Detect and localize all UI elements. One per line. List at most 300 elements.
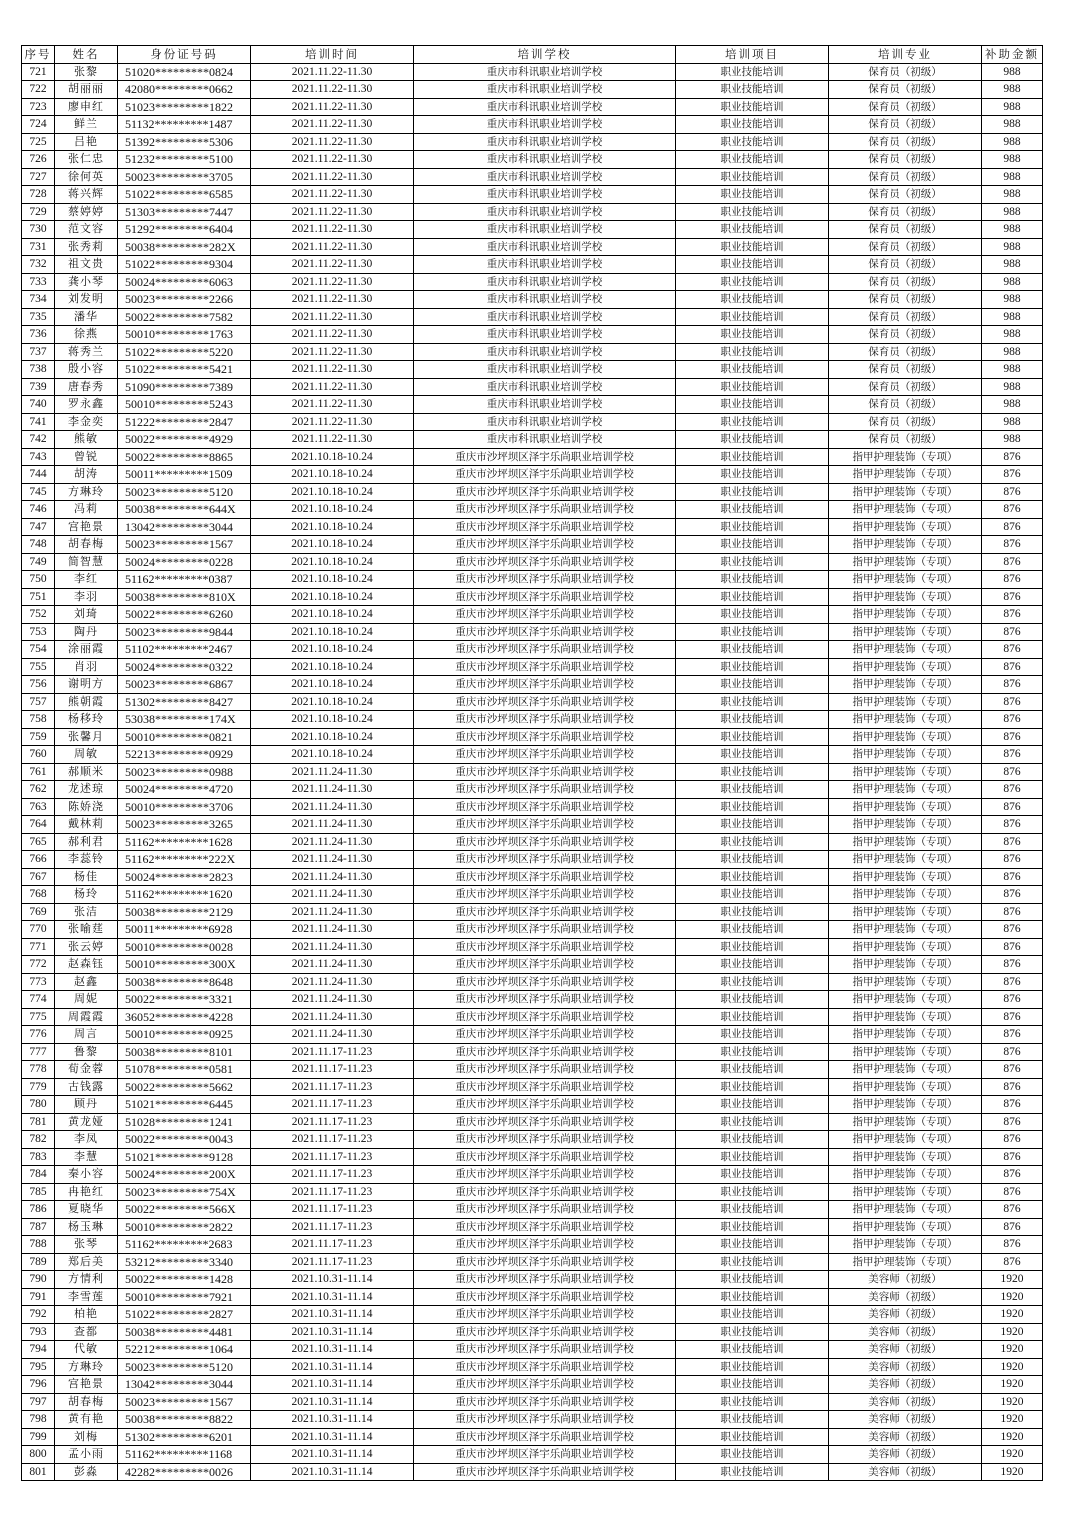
cell-name: 简智慧 <box>55 553 118 571</box>
cell-training-school: 重庆市沙坪坝区泽宇乐尚职业培训学校 <box>414 1411 676 1429</box>
cell-index: 785 <box>22 1183 55 1201</box>
cell-training-period: 2021.10.31-11.14 <box>251 1428 414 1446</box>
cell-training-period: 2021.11.17-11.23 <box>251 1218 414 1236</box>
cell-id-number: 52213*********0929 <box>118 746 251 764</box>
table-row <box>22 1043 1043 1061</box>
cell-subsidy-amount: 988 <box>982 343 1043 361</box>
header-subsidy-amount: 补助金额 <box>982 46 1043 64</box>
cell-subsidy-amount: 988 <box>982 413 1043 431</box>
cell-training-project: 职业技能培训 <box>676 553 829 571</box>
cell-training-major: 保育员（初级） <box>829 238 982 256</box>
cell-training-school: 重庆市沙坪坝区泽宇乐尚职业培训学校 <box>414 448 676 466</box>
cell-training-project: 职业技能培训 <box>676 396 829 414</box>
cell-training-period: 2021.11.22-11.30 <box>251 431 414 449</box>
cell-training-major: 指甲护理装饰（专项） <box>829 868 982 886</box>
cell-id-number: 50010*********300X <box>118 956 251 974</box>
cell-training-project: 职业技能培训 <box>676 641 829 659</box>
cell-training-major: 保育员（初级） <box>829 98 982 116</box>
cell-training-major: 指甲护理装饰（专项） <box>829 833 982 851</box>
cell-subsidy-amount: 988 <box>982 203 1043 221</box>
cell-training-major: 指甲护理装饰（专项） <box>829 1113 982 1131</box>
cell-training-school: 重庆市科讯职业培训学校 <box>414 431 676 449</box>
table-row <box>22 1218 1043 1236</box>
cell-subsidy-amount: 876 <box>982 746 1043 764</box>
cell-index: 726 <box>22 151 55 169</box>
cell-name: 顾丹 <box>55 1096 118 1114</box>
table-row <box>22 466 1043 484</box>
cell-subsidy-amount: 1920 <box>982 1341 1043 1359</box>
table-row <box>22 676 1043 694</box>
cell-training-major: 指甲护理装饰（专项） <box>829 623 982 641</box>
cell-subsidy-amount: 876 <box>982 518 1043 536</box>
cell-id-number: 50024*********2823 <box>118 868 251 886</box>
cell-index: 800 <box>22 1446 55 1464</box>
cell-subsidy-amount: 876 <box>982 623 1043 641</box>
cell-subsidy-amount: 876 <box>982 903 1043 921</box>
cell-id-number: 50022*********1428 <box>118 1271 251 1289</box>
cell-id-number: 50038*********8822 <box>118 1411 251 1429</box>
table-row <box>22 833 1043 851</box>
cell-training-project: 职业技能培训 <box>676 168 829 186</box>
cell-subsidy-amount: 876 <box>982 641 1043 659</box>
cell-name: 李红 <box>55 571 118 589</box>
header-index: 序号 <box>22 46 55 64</box>
cell-index: 776 <box>22 1026 55 1044</box>
cell-training-period: 2021.11.22-11.30 <box>251 168 414 186</box>
cell-id-number: 50022*********6260 <box>118 606 251 624</box>
cell-training-project: 职业技能培训 <box>676 63 829 81</box>
cell-index: 771 <box>22 938 55 956</box>
table-row <box>22 711 1043 729</box>
cell-training-period: 2021.11.17-11.23 <box>251 1236 414 1254</box>
cell-subsidy-amount: 876 <box>982 1218 1043 1236</box>
cell-index: 783 <box>22 1148 55 1166</box>
cell-training-period: 2021.10.18-10.24 <box>251 711 414 729</box>
table-row <box>22 781 1043 799</box>
cell-index: 724 <box>22 116 55 134</box>
cell-training-project: 职业技能培训 <box>676 711 829 729</box>
cell-id-number: 52212*********1064 <box>118 1341 251 1359</box>
cell-index: 725 <box>22 133 55 151</box>
cell-subsidy-amount: 876 <box>982 1078 1043 1096</box>
cell-training-period: 2021.11.17-11.23 <box>251 1253 414 1271</box>
cell-subsidy-amount: 876 <box>982 483 1043 501</box>
cell-training-project: 职业技能培训 <box>676 1131 829 1149</box>
cell-training-project: 职业技能培训 <box>676 851 829 869</box>
cell-id-number: 51303*********7447 <box>118 203 251 221</box>
cell-training-period: 2021.11.24-11.30 <box>251 798 414 816</box>
cell-index: 745 <box>22 483 55 501</box>
cell-training-school: 重庆市科讯职业培训学校 <box>414 221 676 239</box>
cell-name: 潘华 <box>55 308 118 326</box>
cell-training-school: 重庆市沙坪坝区泽宇乐尚职业培训学校 <box>414 1253 676 1271</box>
cell-name: 龚小琴 <box>55 273 118 291</box>
cell-training-period: 2021.11.17-11.23 <box>251 1043 414 1061</box>
cell-index: 727 <box>22 168 55 186</box>
cell-subsidy-amount: 876 <box>982 676 1043 694</box>
cell-training-project: 职业技能培训 <box>676 81 829 99</box>
cell-name: 戴林莉 <box>55 816 118 834</box>
cell-name: 李凤 <box>55 1131 118 1149</box>
cell-subsidy-amount: 876 <box>982 938 1043 956</box>
cell-id-number: 51021*********6445 <box>118 1096 251 1114</box>
cell-index: 797 <box>22 1393 55 1411</box>
cell-training-project: 职业技能培训 <box>676 1043 829 1061</box>
cell-training-project: 职业技能培训 <box>676 606 829 624</box>
cell-name: 李羽 <box>55 588 118 606</box>
table-row <box>22 396 1043 414</box>
cell-index: 773 <box>22 973 55 991</box>
cell-training-school: 重庆市沙坪坝区泽宇乐尚职业培训学校 <box>414 1008 676 1026</box>
cell-training-school: 重庆市科讯职业培训学校 <box>414 308 676 326</box>
cell-id-number: 50024*********0322 <box>118 658 251 676</box>
cell-training-school: 重庆市科讯职业培训学校 <box>414 256 676 274</box>
subsidy-table <box>21 45 1043 1481</box>
cell-training-project: 职业技能培训 <box>676 291 829 309</box>
cell-subsidy-amount: 876 <box>982 466 1043 484</box>
table-row <box>22 886 1043 904</box>
cell-training-school: 重庆市科讯职业培训学校 <box>414 291 676 309</box>
table-row <box>22 1096 1043 1114</box>
cell-training-major: 指甲护理装饰（专项） <box>829 1061 982 1079</box>
table-row <box>22 1323 1043 1341</box>
header-id-number: 身份证号码 <box>118 46 251 64</box>
table-row <box>22 1008 1043 1026</box>
cell-name: 徐燕 <box>55 326 118 344</box>
cell-index: 798 <box>22 1411 55 1429</box>
cell-training-school: 重庆市沙坪坝区泽宇乐尚职业培训学校 <box>414 1271 676 1289</box>
cell-id-number: 50010*********1763 <box>118 326 251 344</box>
cell-training-school: 重庆市沙坪坝区泽宇乐尚职业培训学校 <box>414 1428 676 1446</box>
cell-name: 胡春梅 <box>55 536 118 554</box>
cell-index: 759 <box>22 728 55 746</box>
cell-training-major: 保育员（初级） <box>829 168 982 186</box>
cell-index: 754 <box>22 641 55 659</box>
cell-training-major: 指甲护理装饰（专项） <box>829 798 982 816</box>
cell-id-number: 53212*********3340 <box>118 1253 251 1271</box>
cell-id-number: 50038*********8101 <box>118 1043 251 1061</box>
cell-subsidy-amount: 988 <box>982 151 1043 169</box>
table-row <box>22 203 1043 221</box>
cell-training-school: 重庆市沙坪坝区泽宇乐尚职业培训学校 <box>414 1078 676 1096</box>
cell-training-period: 2021.10.31-11.14 <box>251 1323 414 1341</box>
cell-training-school: 重庆市沙坪坝区泽宇乐尚职业培训学校 <box>414 938 676 956</box>
cell-training-school: 重庆市科讯职业培训学校 <box>414 151 676 169</box>
cell-training-period: 2021.10.31-11.14 <box>251 1376 414 1394</box>
cell-training-period: 2021.11.22-11.30 <box>251 81 414 99</box>
cell-name: 郑后美 <box>55 1253 118 1271</box>
cell-training-project: 职业技能培训 <box>676 1008 829 1026</box>
cell-index: 738 <box>22 361 55 379</box>
table-row <box>22 658 1043 676</box>
table-row <box>22 991 1043 1009</box>
cell-training-school: 重庆市沙坪坝区泽宇乐尚职业培训学校 <box>414 868 676 886</box>
cell-training-major: 保育员（初级） <box>829 133 982 151</box>
table-row <box>22 1288 1043 1306</box>
cell-training-school: 重庆市沙坪坝区泽宇乐尚职业培训学校 <box>414 1358 676 1376</box>
cell-subsidy-amount: 1920 <box>982 1306 1043 1324</box>
table-row <box>22 186 1043 204</box>
cell-id-number: 50023*********0988 <box>118 763 251 781</box>
cell-id-number: 50023*********3705 <box>118 168 251 186</box>
cell-training-major: 保育员（初级） <box>829 326 982 344</box>
cell-name: 谢明方 <box>55 676 118 694</box>
cell-index: 739 <box>22 378 55 396</box>
cell-subsidy-amount: 876 <box>982 553 1043 571</box>
cell-training-period: 2021.11.17-11.23 <box>251 1183 414 1201</box>
cell-id-number: 51020*********0824 <box>118 63 251 81</box>
cell-training-major: 美容师（初级） <box>829 1341 982 1359</box>
cell-training-major: 保育员（初级） <box>829 378 982 396</box>
cell-id-number: 50011*********1509 <box>118 466 251 484</box>
cell-training-school: 重庆市科讯职业培训学校 <box>414 273 676 291</box>
cell-subsidy-amount: 876 <box>982 728 1043 746</box>
cell-training-school: 重庆市沙坪坝区泽宇乐尚职业培训学校 <box>414 1446 676 1464</box>
cell-training-project: 职业技能培训 <box>676 781 829 799</box>
cell-training-major: 指甲护理装饰（专项） <box>829 501 982 519</box>
cell-subsidy-amount: 876 <box>982 1096 1043 1114</box>
cell-training-project: 职业技能培训 <box>676 203 829 221</box>
cell-training-period: 2021.11.22-11.30 <box>251 98 414 116</box>
header-training-period: 培训时间 <box>251 46 414 64</box>
cell-training-school: 重庆市沙坪坝区泽宇乐尚职业培训学校 <box>414 781 676 799</box>
cell-id-number: 51023*********1822 <box>118 98 251 116</box>
cell-training-project: 职业技能培训 <box>676 658 829 676</box>
table-row <box>22 116 1043 134</box>
cell-id-number: 51090*********7389 <box>118 378 251 396</box>
cell-training-school: 重庆市科讯职业培训学校 <box>414 238 676 256</box>
table-row <box>22 1271 1043 1289</box>
cell-training-project: 职业技能培训 <box>676 571 829 589</box>
cell-training-major: 指甲护理装饰（专项） <box>829 1218 982 1236</box>
header-training-project: 培训项目 <box>676 46 829 64</box>
cell-training-period: 2021.11.22-11.30 <box>251 186 414 204</box>
cell-index: 750 <box>22 571 55 589</box>
cell-name: 黄有艳 <box>55 1411 118 1429</box>
cell-training-period: 2021.11.22-11.30 <box>251 378 414 396</box>
cell-training-project: 职业技能培训 <box>676 1411 829 1429</box>
cell-subsidy-amount: 876 <box>982 956 1043 974</box>
cell-training-major: 指甲护理装饰（专项） <box>829 1043 982 1061</box>
cell-index: 790 <box>22 1271 55 1289</box>
cell-training-project: 职业技能培训 <box>676 938 829 956</box>
cell-training-school: 重庆市科讯职业培训学校 <box>414 116 676 134</box>
cell-id-number: 50023*********2266 <box>118 291 251 309</box>
cell-subsidy-amount: 988 <box>982 308 1043 326</box>
cell-training-school: 重庆市沙坪坝区泽宇乐尚职业培训学校 <box>414 676 676 694</box>
cell-training-period: 2021.11.22-11.30 <box>251 361 414 379</box>
cell-training-major: 保育员（初级） <box>829 151 982 169</box>
cell-training-school: 重庆市沙坪坝区泽宇乐尚职业培训学校 <box>414 1341 676 1359</box>
cell-name: 孟小雨 <box>55 1446 118 1464</box>
cell-subsidy-amount: 988 <box>982 378 1043 396</box>
cell-name: 祖文贵 <box>55 256 118 274</box>
cell-id-number: 13042*********3044 <box>118 1376 251 1394</box>
cell-training-school: 重庆市科讯职业培训学校 <box>414 186 676 204</box>
cell-training-major: 指甲护理装饰（专项） <box>829 588 982 606</box>
cell-id-number: 51022*********5220 <box>118 343 251 361</box>
cell-name: 冉艳红 <box>55 1183 118 1201</box>
cell-id-number: 51078*********0581 <box>118 1061 251 1079</box>
cell-training-school: 重庆市沙坪坝区泽宇乐尚职业培训学校 <box>414 693 676 711</box>
cell-training-school: 重庆市沙坪坝区泽宇乐尚职业培训学校 <box>414 606 676 624</box>
cell-name: 方琳玲 <box>55 1358 118 1376</box>
cell-training-period: 2021.11.24-11.30 <box>251 1008 414 1026</box>
cell-training-period: 2021.10.18-10.24 <box>251 676 414 694</box>
cell-training-school: 重庆市沙坪坝区泽宇乐尚职业培训学校 <box>414 903 676 921</box>
cell-subsidy-amount: 876 <box>982 886 1043 904</box>
cell-index: 761 <box>22 763 55 781</box>
table-row <box>22 728 1043 746</box>
cell-index: 757 <box>22 693 55 711</box>
cell-training-major: 保育员（初级） <box>829 256 982 274</box>
cell-training-project: 职业技能培训 <box>676 728 829 746</box>
cell-name: 张黎 <box>55 63 118 81</box>
cell-training-major: 指甲护理装饰（专项） <box>829 1201 982 1219</box>
cell-training-school: 重庆市科讯职业培训学校 <box>414 63 676 81</box>
cell-index: 794 <box>22 1341 55 1359</box>
cell-training-project: 职业技能培训 <box>676 483 829 501</box>
cell-training-period: 2021.11.17-11.23 <box>251 1078 414 1096</box>
cell-name: 杨移玲 <box>55 711 118 729</box>
cell-training-period: 2021.10.31-11.14 <box>251 1288 414 1306</box>
cell-index: 781 <box>22 1113 55 1131</box>
cell-training-major: 美容师（初级） <box>829 1358 982 1376</box>
table-row <box>22 81 1043 99</box>
cell-training-period: 2021.11.17-11.23 <box>251 1201 414 1219</box>
cell-subsidy-amount: 988 <box>982 133 1043 151</box>
cell-training-project: 职业技能培训 <box>676 903 829 921</box>
header-training-school: 培训学校 <box>414 46 676 64</box>
cell-name: 郝顺米 <box>55 763 118 781</box>
cell-training-period: 2021.11.22-11.30 <box>251 116 414 134</box>
cell-subsidy-amount: 876 <box>982 448 1043 466</box>
cell-subsidy-amount: 988 <box>982 326 1043 344</box>
cell-training-project: 职业技能培训 <box>676 588 829 606</box>
cell-training-major: 保育员（初级） <box>829 63 982 81</box>
cell-index: 778 <box>22 1061 55 1079</box>
cell-training-school: 重庆市沙坪坝区泽宇乐尚职业培训学校 <box>414 518 676 536</box>
cell-training-school: 重庆市沙坪坝区泽宇乐尚职业培训学校 <box>414 886 676 904</box>
table-row <box>22 693 1043 711</box>
table-row <box>22 973 1043 991</box>
cell-name: 张云婷 <box>55 938 118 956</box>
cell-training-project: 职业技能培训 <box>676 798 829 816</box>
cell-training-school: 重庆市沙坪坝区泽宇乐尚职业培训学校 <box>414 623 676 641</box>
cell-name: 熊敏 <box>55 431 118 449</box>
cell-training-project: 职业技能培训 <box>676 186 829 204</box>
cell-id-number: 51222*********2847 <box>118 413 251 431</box>
cell-training-project: 职业技能培训 <box>676 1201 829 1219</box>
cell-subsidy-amount: 988 <box>982 238 1043 256</box>
cell-index: 769 <box>22 903 55 921</box>
cell-id-number: 50010*********7921 <box>118 1288 251 1306</box>
cell-training-school: 重庆市沙坪坝区泽宇乐尚职业培训学校 <box>414 571 676 589</box>
cell-training-project: 职业技能培训 <box>676 151 829 169</box>
cell-index: 775 <box>22 1008 55 1026</box>
cell-training-major: 保育员（初级） <box>829 186 982 204</box>
cell-training-major: 指甲护理装饰（专项） <box>829 483 982 501</box>
cell-training-period: 2021.11.22-11.30 <box>251 343 414 361</box>
cell-subsidy-amount: 876 <box>982 868 1043 886</box>
cell-id-number: 51022*********6585 <box>118 186 251 204</box>
cell-name: 刘发明 <box>55 291 118 309</box>
cell-index: 789 <box>22 1253 55 1271</box>
cell-id-number: 51162*********222X <box>118 851 251 869</box>
cell-index: 749 <box>22 553 55 571</box>
cell-id-number: 50038*********2129 <box>118 903 251 921</box>
table-row <box>22 1376 1043 1394</box>
cell-index: 763 <box>22 798 55 816</box>
cell-training-major: 保育员（初级） <box>829 203 982 221</box>
cell-name: 古钱露 <box>55 1078 118 1096</box>
cell-training-project: 职业技能培训 <box>676 1113 829 1131</box>
cell-id-number: 50038*********282X <box>118 238 251 256</box>
cell-training-major: 指甲护理装饰（专项） <box>829 956 982 974</box>
cell-training-major: 指甲护理装饰（专项） <box>829 553 982 571</box>
cell-id-number: 50022*********5662 <box>118 1078 251 1096</box>
cell-index: 782 <box>22 1131 55 1149</box>
cell-id-number: 50010*********0028 <box>118 938 251 956</box>
cell-index: 733 <box>22 273 55 291</box>
cell-subsidy-amount: 988 <box>982 256 1043 274</box>
cell-training-major: 保育员（初级） <box>829 431 982 449</box>
cell-id-number: 36052*********4228 <box>118 1008 251 1026</box>
cell-training-project: 职业技能培训 <box>676 501 829 519</box>
cell-name: 徐何英 <box>55 168 118 186</box>
cell-training-major: 指甲护理装饰（专项） <box>829 763 982 781</box>
cell-training-period: 2021.10.18-10.24 <box>251 553 414 571</box>
table-row <box>22 1061 1043 1079</box>
cell-subsidy-amount: 876 <box>982 833 1043 851</box>
cell-index: 777 <box>22 1043 55 1061</box>
cell-id-number: 50024*********0228 <box>118 553 251 571</box>
cell-name: 李慧 <box>55 1148 118 1166</box>
cell-id-number: 50022*********566X <box>118 1201 251 1219</box>
cell-training-school: 重庆市沙坪坝区泽宇乐尚职业培训学校 <box>414 658 676 676</box>
cell-index: 767 <box>22 868 55 886</box>
cell-index: 732 <box>22 256 55 274</box>
cell-name: 方情利 <box>55 1271 118 1289</box>
cell-training-school: 重庆市沙坪坝区泽宇乐尚职业培训学校 <box>414 763 676 781</box>
cell-subsidy-amount: 988 <box>982 291 1043 309</box>
cell-training-period: 2021.11.17-11.23 <box>251 1061 414 1079</box>
cell-id-number: 50010*********5243 <box>118 396 251 414</box>
cell-training-period: 2021.11.22-11.30 <box>251 221 414 239</box>
cell-index: 752 <box>22 606 55 624</box>
cell-id-number: 50038*********4481 <box>118 1323 251 1341</box>
table-row <box>22 133 1043 151</box>
cell-training-major: 指甲护理装饰（专项） <box>829 1131 982 1149</box>
table-row <box>22 308 1043 326</box>
cell-index: 787 <box>22 1218 55 1236</box>
cell-index: 722 <box>22 81 55 99</box>
cell-name: 刘琦 <box>55 606 118 624</box>
cell-name: 李雪莲 <box>55 1288 118 1306</box>
cell-name: 肖羽 <box>55 658 118 676</box>
cell-training-school: 重庆市沙坪坝区泽宇乐尚职业培训学校 <box>414 588 676 606</box>
cell-training-major: 保育员（初级） <box>829 81 982 99</box>
cell-name: 张琴 <box>55 1236 118 1254</box>
cell-training-project: 职业技能培训 <box>676 1271 829 1289</box>
cell-id-number: 51022*********9304 <box>118 256 251 274</box>
cell-index: 734 <box>22 291 55 309</box>
cell-training-major: 指甲护理装饰（专项） <box>829 746 982 764</box>
cell-subsidy-amount: 876 <box>982 571 1043 589</box>
cell-training-major: 指甲护理装饰（专项） <box>829 658 982 676</box>
cell-subsidy-amount: 876 <box>982 991 1043 1009</box>
cell-index: 786 <box>22 1201 55 1219</box>
